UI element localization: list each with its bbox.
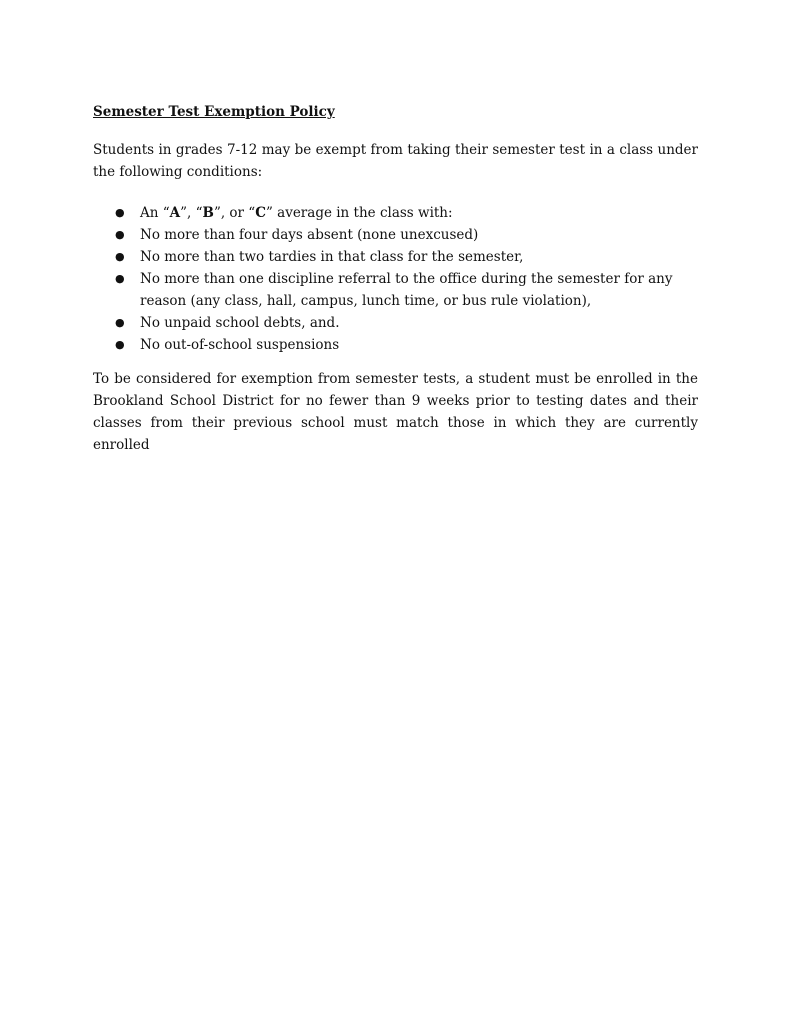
grade-c: C bbox=[255, 205, 266, 221]
bullet-icon: ● bbox=[115, 228, 125, 241]
grade-separator-1: ”, “ bbox=[180, 205, 203, 221]
list-item bbox=[93, 312, 698, 334]
list-item-text: No more than one discipline referral to the office during the semester for any reason (any class, hall, campus, lunch time, or bus rule violation), bbox=[140, 271, 673, 309]
bullet-icon: ● bbox=[115, 206, 125, 219]
document-page bbox=[93, 100, 698, 456]
bullet-icon: ● bbox=[115, 250, 125, 263]
grade-suffix: ” average in the class with: bbox=[265, 205, 453, 221]
bullet-icon: ● bbox=[115, 316, 125, 329]
list-item bbox=[93, 334, 698, 356]
list-item bbox=[93, 224, 698, 246]
grade-a: A bbox=[169, 205, 181, 221]
grade-prefix: An “ bbox=[140, 205, 170, 221]
list-item-text: No more than two tardies in that class for the semester, bbox=[140, 249, 524, 265]
list-item bbox=[93, 202, 698, 224]
bullet-icon: ● bbox=[115, 338, 125, 351]
list-item-text: No more than four days absent (none unexcused) bbox=[140, 227, 479, 243]
list-item bbox=[93, 246, 698, 268]
list-item-text: No unpaid school debts, and. bbox=[140, 315, 340, 331]
grade-separator-2: ”, or “ bbox=[213, 205, 256, 221]
policy-title: Semester Test Exemption Policy bbox=[93, 104, 335, 120]
conditions-list bbox=[93, 202, 698, 356]
closing-paragraph: To be considered for exemption from semester tests, a student must be enrolled in the Brookland School District for no fewer than 9 weeks prior to testing dates and their classes from their previous school must match those in which they are currently enrolled bbox=[93, 371, 698, 453]
grade-b: B bbox=[202, 205, 214, 221]
list-item bbox=[93, 268, 698, 312]
intro-paragraph: Students in grades 7-12 may be exempt from taking their semester test in a class under the following conditions: bbox=[93, 142, 698, 180]
list-item-text: No out-of-school suspensions bbox=[140, 337, 340, 353]
bullet-icon: ● bbox=[115, 272, 125, 285]
